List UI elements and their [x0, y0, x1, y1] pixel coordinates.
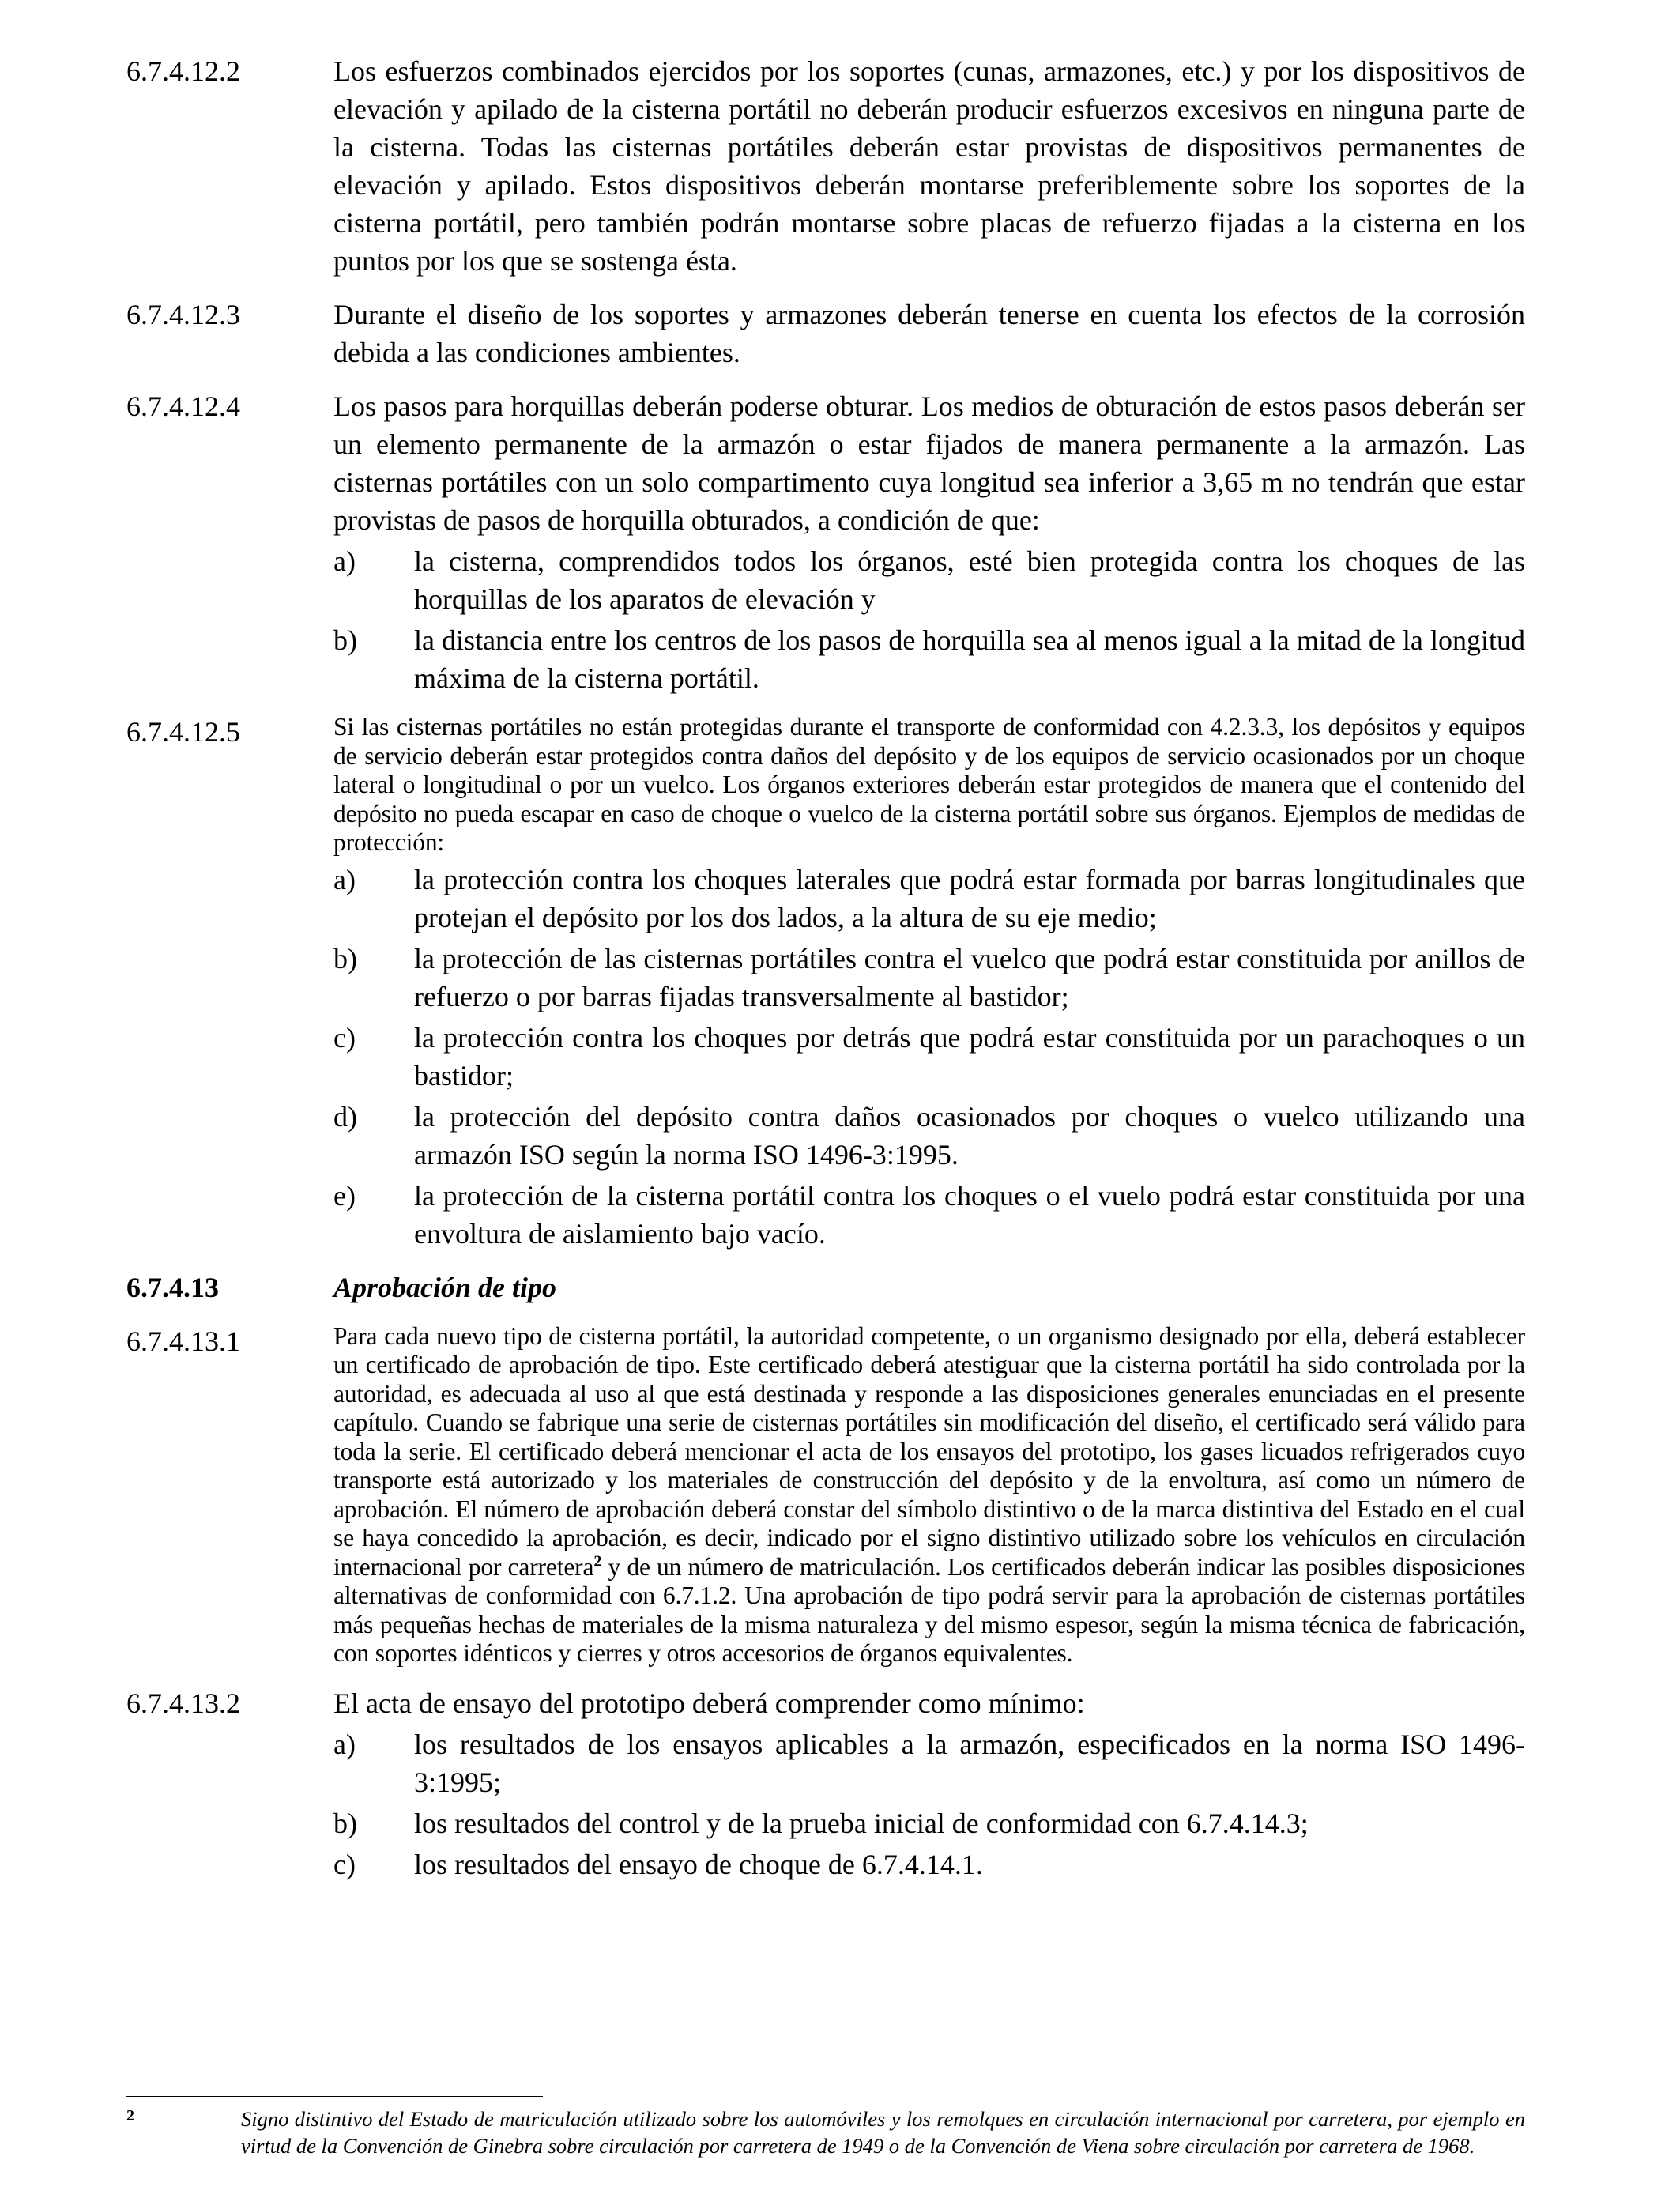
- paragraph-text-part: y de un número de matriculación. Los certificados deberán indicar las posibles disposiciones alternativas de conformidad con 6.7.1.2. Una aprobación de tipo podrá servir para la aprobación de cisternas portátiles más pequeñas hechas de materiales de la misma naturaleza y del mismo espesor, según la misma técnica de fabricación, con soportes idénticos y cierres y otros accesorios de órganos equivalentes.: [333, 1552, 1526, 1667]
- list-item: [333, 1725, 1525, 1801]
- list-item-mark: c): [333, 1021, 356, 1054]
- list-item: [333, 1804, 1525, 1842]
- list-item-text: la protección contra los choques laterales que podrá estar formada por barras longitudinales que protejan el depósito por los dos lados, a la altura de su eje medio;: [414, 863, 1525, 933]
- document-page: [126, 52, 1525, 1899]
- list-item-text: la protección de las cisternas portátiles contra el vuelco que podrá estar constituida por anillos de refuerzo o por barras fijadas transversalmente al bastidor;: [414, 942, 1525, 1012]
- list-item-text: los resultados de los ensayos aplicables a la armazón, especificados en la norma ISO 1496-3:1995;: [414, 1728, 1525, 1798]
- footnote-text: Signo distintivo del Estado de matriculación utilizado sobre los automóviles y los remolques en circulación internacional por carretera, por ejemplo en virtud de la Convención de Ginebra sobre circulación por carretera de 1949 o de la Convención de Viena sobre circulación por carretera de 1968.: [241, 2107, 1525, 2158]
- paragraph-text: Los esfuerzos combinados ejercidos por los soportes (cunas, armazones, etc.) y por los dispositivos de elevación y apilado de la cisterna portátil no deberán producir esfuerzos excesivos en ninguna parte de la cisterna. Todas las cisternas portátiles deberán estar provistas de dispositivos permanentes de elevación y apilado. Estos dispositivos deberán montarse preferiblemente sobre los soportes de la cisterna portátil, pero también podrán montarse sobre placas de refuerzo fijadas a la cisterna en los puntos por los que se sostenga ésta.: [333, 55, 1525, 277]
- paragraph-6-7-4-12-5: [126, 713, 1525, 1253]
- paragraph-number: 6.7.4.12.3: [126, 299, 240, 330]
- list-item-mark: b): [333, 942, 357, 974]
- paragraph-text: Los pasos para horquillas deberán poderse obturar. Los medios de obturación de estos pasos deberán ser un elemento permanente de la armazón o estar fijados de manera permanente a la armazón. Las cisternas portátiles con un solo compartimento cuya longitud sea inferior a 3,65 m no tendrán que estar provistas de pasos de horquilla obturados, a condición de que:: [333, 390, 1525, 536]
- list-item-mark: a): [333, 863, 356, 895]
- paragraph-text: El acta de ensayo del prototipo deberá comprender como mínimo:: [333, 1687, 1085, 1719]
- list-item-text: los resultados del control y de la prueba inicial de conformidad con 6.7.4.14.3;: [414, 1807, 1309, 1839]
- list-item: [333, 1019, 1525, 1095]
- paragraph-text: [333, 1322, 1525, 1668]
- paragraph-6-7-4-13-2: [126, 1684, 1525, 1883]
- list-item-text: la protección de la cisterna portátil contra los choques o el vuelo podrá estar constituida por una envoltura de aislamiento bajo vacío.: [414, 1179, 1525, 1250]
- paragraph-6-7-4-13-1: [126, 1322, 1525, 1668]
- paragraph-text-part: Para cada nuevo tipo de cisterna portátil, la autoridad competente, o un organismo designado por ella, deberá establecer un certificado de aprobación de tipo. Este certificado deberá atestiguar que la cisterna portátil ha sido controlada por la autoridad, es adecuada al uso al que está destinada y responde a las disposiciones generales enunciadas en el presente capítulo. Cuando se fabrique una serie de cisternas portátiles sin modificación del diseño, el certificado será válido para toda la serie. El certificado deberá mencionar el acta de los ensayos del prototipo, los gases licuados refrigerados cuyo transporte está autorizado y los materiales de construcción del depósito y de la envoltura, así como un número de aprobación. El número de aprobación deberá constar del símbolo distintivo o de la marca distintiva del Estado en el cual se haya concedido la aprobación, es decir, indicado por el signo distintivo utilizado sobre los vehículos en circulación internacional por carretera: [333, 1321, 1525, 1581]
- list-item-text: la protección contra los choques por detrás que podrá estar constituida por un parachoques o un bastidor;: [414, 1021, 1525, 1091]
- footnote: [126, 2105, 1525, 2159]
- section-title: Aprobación de tipo: [333, 1271, 557, 1303]
- report-contents-list: [333, 1725, 1525, 1883]
- list-item-text: los resultados del ensayo de choque de 6.7.4.14.1.: [414, 1848, 983, 1880]
- list-item-mark: b): [333, 624, 357, 656]
- list-item-mark: c): [333, 1848, 356, 1880]
- list-item-mark: a): [333, 1728, 356, 1760]
- paragraph-text: Durante el diseño de los soportes y armazones deberán tenerse en cuenta los efectos de la corrosión debida a las condiciones ambientes.: [333, 299, 1525, 368]
- paragraph-number: 6.7.4.12.2: [126, 55, 240, 87]
- paragraph-6-7-4-12-2: [126, 52, 1525, 280]
- protection-examples-list: [333, 861, 1525, 1253]
- section-number: 6.7.4.13: [126, 1271, 219, 1303]
- paragraph-number: 6.7.4.13.1: [126, 1325, 240, 1357]
- paragraph-6-7-4-12-4: [126, 387, 1525, 697]
- footnote-reference[interactable]: 2: [593, 1552, 602, 1570]
- paragraph-6-7-4-12-3: [126, 296, 1525, 371]
- paragraph-number: 6.7.4.12.4: [126, 390, 240, 422]
- condition-list: [333, 542, 1525, 697]
- footnote-mark: 2: [126, 2107, 134, 2124]
- list-item: [333, 1098, 1525, 1174]
- paragraph-text: Si las cisternas portátiles no están protegidas durante el transporte de conformidad con 4.2.3.3, los depósitos y equipos de servicio deberán estar protegidos contra daños del depósito y de los equipos de servicio ocasionados por un choque lateral o longitudinal o por un vuelco. Los órganos exteriores deberán estar protegidos de manera que el contenido del depósito no pueda escapar en caso de choque o vuelco de la cisterna portátil sobre sus órganos. Ejemplos de medidas de protección:: [333, 713, 1525, 856]
- list-item-text: la distancia entre los centros de los pasos de horquilla sea al menos igual a la mitad de la longitud máxima de la cisterna portátil.: [414, 624, 1525, 694]
- list-item-mark: e): [333, 1179, 356, 1212]
- list-item-text: la cisterna, comprendidos todos los órganos, esté bien protegida contra los choques de las horquillas de los aparatos de elevación y: [414, 545, 1525, 615]
- list-item-mark: a): [333, 545, 356, 577]
- paragraph-number: 6.7.4.12.5: [126, 716, 240, 748]
- list-item: [333, 1845, 1525, 1883]
- list-item: [333, 621, 1525, 697]
- list-item-mark: d): [333, 1100, 357, 1133]
- list-item-mark: b): [333, 1807, 357, 1839]
- list-item: [333, 940, 1525, 1016]
- section-heading: [126, 1269, 1525, 1306]
- list-item: [333, 861, 1525, 937]
- paragraph-number: 6.7.4.13.2: [126, 1687, 240, 1719]
- list-item: [333, 1177, 1525, 1253]
- list-item-text: la protección del depósito contra daños ocasionados por choques o vuelco utilizando una armazón ISO según la norma ISO 1496-3:1995.: [414, 1100, 1525, 1171]
- footnote-separator: [126, 2096, 543, 2097]
- list-item: [333, 542, 1525, 618]
